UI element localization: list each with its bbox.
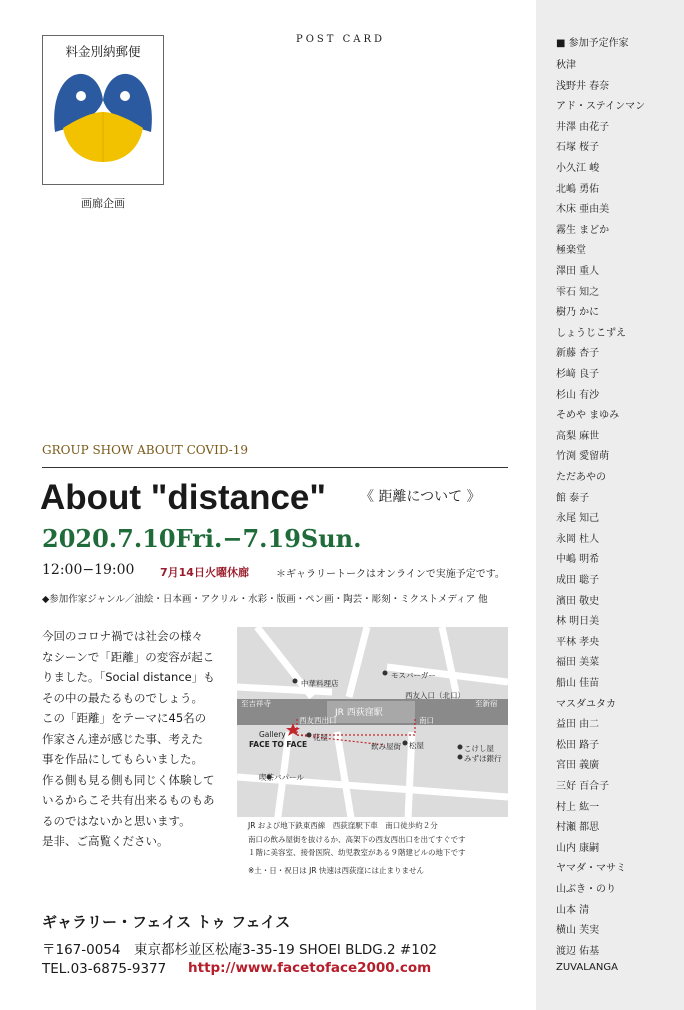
gallery-name: ギャラリー・フェイス トゥ フェイス [42,913,291,931]
map-label-shinjuku: 至新宿 [475,699,498,708]
artist-name: 浅野井 春奈 [556,80,610,92]
opening-hours: 12:00−19:00 [42,562,135,578]
map-label-chinese-restaurant: 中華料理店 [301,679,339,688]
stamp-text: 料金別納郵便 [65,44,141,59]
artist-name: 杉山 有沙 [556,389,600,401]
map-label-north-exit: 西友入口（北口） [405,691,465,700]
show-label: GROUP SHOW ABOUT COVID-19 [42,443,248,457]
map-label-gallery: Gallery [259,730,286,739]
description-line: 是非、ご高覧ください。 [42,834,169,848]
artist-name: 小久江 峻 [556,163,600,174]
artist-name: 山ぶき・のり [556,884,616,895]
description-line: この「距離」をテーマに45名の [42,711,207,725]
divider [42,467,508,468]
artist-name: 館 泰子 [556,492,590,504]
artist-name: 山内 康嗣 [556,842,600,854]
artist-name: 益田 由二 [556,719,600,731]
artist-name: 三好 百合子 [556,781,610,792]
artist-name: 杉﨑 良子 [556,369,600,380]
artist-name: 福田 美菜 [556,657,600,669]
gallery-phone: TEL.03-6875-9377 [42,961,167,977]
map-label-gallery-name: FACE TO FACE [249,740,308,749]
map-label-kokeshiya: こけし屋 [464,744,494,753]
description-line: 今回のコロナ禍では社会の様々 [42,629,203,643]
artist-list-heading: ■ 参加予定作家 [556,38,629,49]
gallery-address: 〒167-0054 東京都杉並区松庵3-35-19 SHOEI BLDG.2 #102 [42,942,438,958]
artist-name: ヤマダ・マサミ [556,863,626,875]
artist-name: 井澤 由花子 [556,121,610,133]
artist-name: しょうじこずえ [556,327,626,339]
closed-day: 7月14日火曜休廊 [160,566,249,579]
artist-name: 林 明日美 [556,616,600,628]
artist-name: 宮田 義廣 [556,760,600,772]
artist-name: ZUVALANGA [556,962,618,974]
description-line: りました。「Social distance」も [42,670,215,684]
mask-face-icon [49,62,157,170]
map-label-bar-street: 飲み屋街 [371,742,401,751]
gallery-website-link[interactable]: http://www.facetoface2000.com [188,960,432,976]
artist-name: そめや まゆみ [556,410,620,422]
map-label-kichijoji: 至吉祥寺 [241,699,271,708]
artist-name: 永尾 知己 [556,513,600,525]
description-line: その中の最たるものでしょう。 [42,690,203,705]
description [42,626,232,852]
artist-name: 霧生 まどか [556,224,610,236]
postage-stamp [42,35,164,185]
artist-name: 石塚 桜子 [556,142,600,154]
map-label-mizuho-bank: みずほ銀行 [464,754,502,763]
map-note: 南口の飲み屋街を抜けるか、高架下の西友西出口を出てすぐです [248,834,466,844]
artist-name: 平林 孝央 [556,636,600,648]
map-label-matsuya: 松屋 [409,741,424,750]
artist-name: 永岡 杜人 [556,533,600,545]
description-line: 事を作品にしてもらいました。 [42,752,203,766]
map-notes [248,819,466,877]
artist-name: 極楽堂 [556,245,586,257]
artist-name: 雫石 知之 [556,286,600,298]
artist-name: 横山 芙実 [556,925,600,937]
artist-name: 樹乃 かに [556,307,600,319]
artist-name: 濱田 敬史 [556,595,600,607]
description-line: 作家さん達が感じた事、考えた [42,731,203,746]
artist-name: 北嶋 勇佑 [556,183,600,195]
map-label-station: JR 西荻窪駅 [335,708,383,718]
artist-name: アド・ステインマン [556,101,646,113]
artist-name: 村上 紘一 [556,801,600,813]
artist-name: 渡辺 佑基 [556,945,600,957]
gallery-talk-note: ＊ギャラリートークはオンラインで実施予定です。 [276,569,505,580]
description-line: 作る側も見る側も同じく体験して [42,772,215,787]
artist-name: 山本 清 [556,904,590,916]
artist-name: 木床 亜由美 [556,204,610,216]
show-dates: 2020.7.10Fri.−7.19Sun. [42,524,362,553]
postcard-label: POST CARD [296,34,386,45]
artist-name: 新藤 杏子 [556,348,600,360]
description-line: るのではないかと思います。 [42,813,191,828]
map-label-florist: 花屋 [313,733,328,742]
description-line: なシーンで「距離」の変容が起こ [42,649,215,664]
map-label-west-exit: 西友西出口 [299,716,337,725]
artist-name: 成田 聡子 [556,575,600,586]
artist-name: 秋津 [556,60,576,71]
show-subtitle: 《 距離について 》 [360,489,481,505]
artist-name: 竹渕 愛留萌 [556,451,610,463]
artist-name: 中嶋 明希 [556,554,600,566]
artist-name: 澤田 重人 [556,266,600,277]
artist-name: 船山 佳苗 [556,678,600,689]
artist-name: マスダユタカ [556,698,616,710]
map-label-cafe: 喫茶バパール [259,773,304,782]
map-label-south-exit: 南口 [419,716,434,725]
artist-genres: ◆参加作家ジャンル／油絵・日本画・アクリル・水彩・版画・ペン画・陶芸・彫刻・ミクストメディア 他 [42,594,488,605]
artist-name: 松田 路子 [556,739,600,751]
artist-name: 高梨 麻世 [556,430,600,442]
map-label-mos-burger: モスバーガー [391,671,436,680]
gallery-project-label: 画廊企画 [81,197,125,210]
map-note: JR および地下鉄東西線 西荻窪駅下車 南口徒歩約２分 [248,821,438,830]
artist-name: 村瀬 都思 [556,822,600,834]
map-note: ※土・日・祝日は JR 快速は西荻窪には止まりません [248,865,424,875]
map-note: １階に美容室、接骨医院、幼児教室がある９階建ビルの地下です [248,848,466,857]
description-line: いるからこそ共有出来るものもあ [42,793,215,807]
artist-name: ただあやの [556,472,606,483]
show-title: About "distance" [40,478,326,517]
